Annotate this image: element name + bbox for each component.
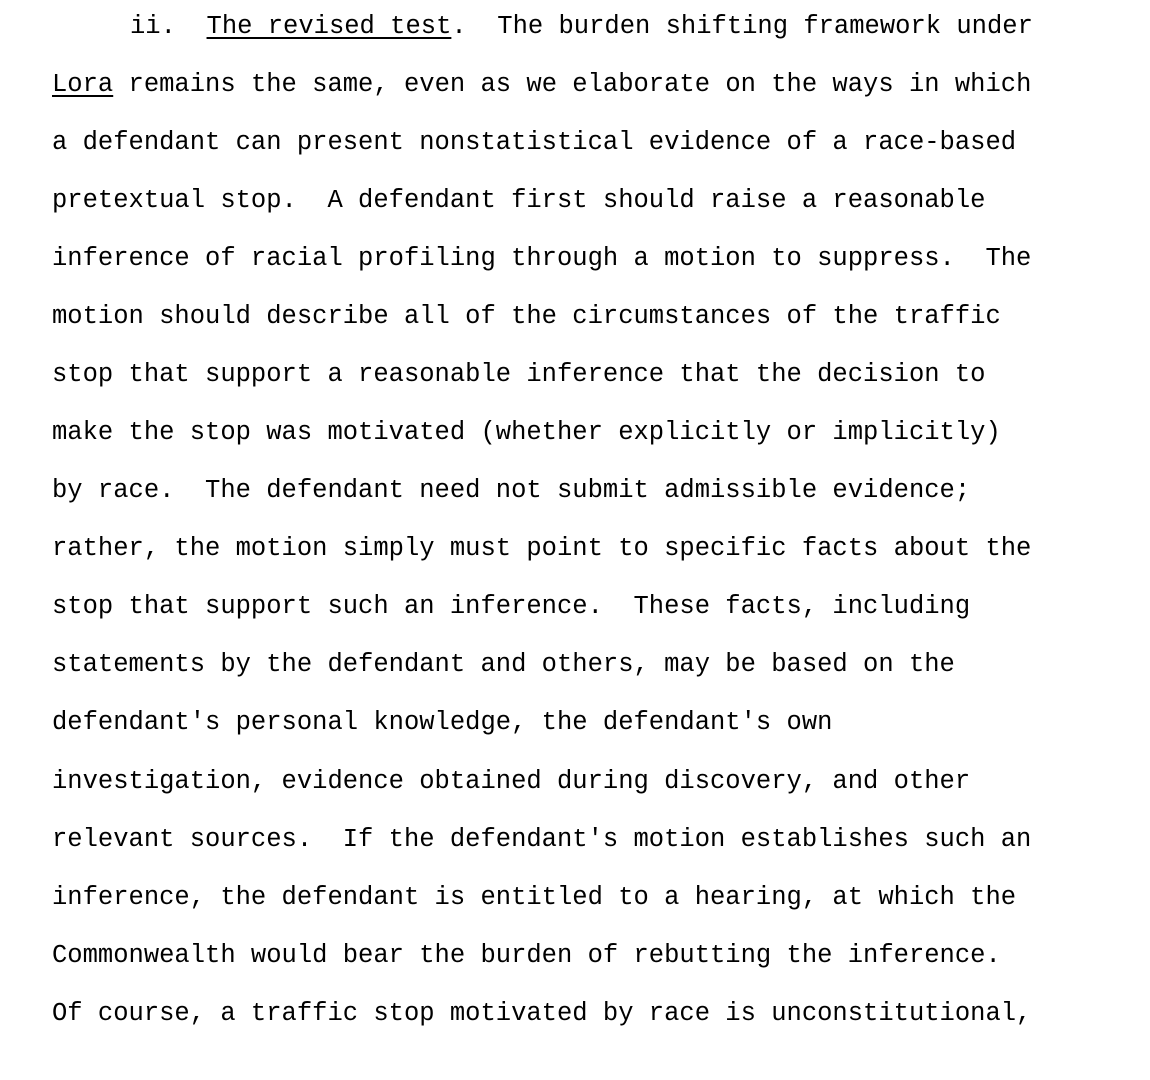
paragraph-line: motion should describe all of the circumstances of the traffic <box>52 302 1001 331</box>
paragraph-line: by race. The defendant need not submit admissible evidence; <box>52 476 971 505</box>
section-heading-line <box>130 12 1033 42</box>
line-text: remains the same, even as we elaborate on the ways in which <box>113 70 1032 99</box>
paragraph-line: investigation, evidence obtained during discovery, and other <box>52 767 971 796</box>
section-title: The revised test <box>206 12 452 41</box>
paragraph-line: Of course, a traffic stop motivated by race is unconstitutional, <box>52 999 1032 1028</box>
heading-continuation: . The burden shifting framework under <box>451 12 1033 41</box>
paragraph-line: inference of racial profiling through a motion to suppress. The <box>52 244 1032 273</box>
section-numeral: ii. <box>130 12 176 41</box>
paragraph-line: inference, the defendant is entitled to a hearing, at which the <box>52 883 1017 912</box>
paragraph-line: defendant's personal knowledge, the defendant's own <box>52 708 833 737</box>
paragraph-line: make the stop was motivated (whether explicitly or implicitly) <box>52 418 1001 447</box>
paragraph-line <box>52 70 1031 100</box>
paragraph-line: rather, the motion simply must point to specific facts about the <box>52 534 1032 563</box>
paragraph-line: relevant sources. If the defendant's motion establishes such an <box>52 825 1032 854</box>
paragraph-line: stop that support a reasonable inference that the decision to <box>52 360 986 389</box>
paragraph-line: Commonwealth would bear the burden of rebutting the inference. <box>52 941 1001 970</box>
paragraph-line: stop that support such an inference. These facts, including <box>52 592 971 621</box>
paragraph-line: statements by the defendant and others, may be based on the <box>52 650 955 679</box>
case-name-lora: Lora <box>52 70 114 99</box>
paragraph-line: pretextual stop. A defendant first should raise a reasonable <box>52 186 986 215</box>
paragraph-line: a defendant can present nonstatistical evidence of a race-based <box>52 128 1017 157</box>
